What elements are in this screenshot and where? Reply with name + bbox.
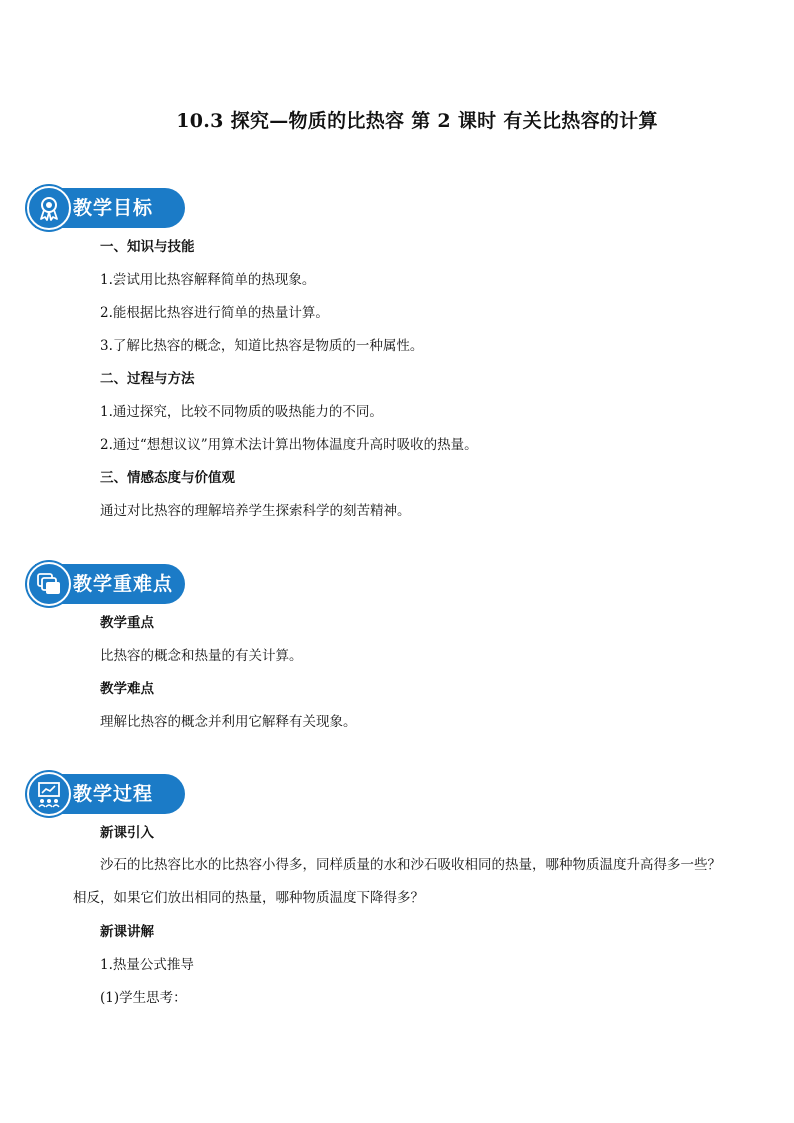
list-item: 1.尝试用比热容解释简单的热现象。 [100,272,316,288]
heading-attitude: 三、情感态度与价值观 [100,470,235,486]
list-item: 1.通过探究，比较不同物质的吸热能力的不同。 [100,404,383,420]
list-item: 3.了解比热容的概念，知道比热容是物质的一种属性。 [100,338,424,354]
list-item: (1)学生思考： [100,990,187,1006]
heading-lecture: 新课讲解 [100,924,154,940]
heading-intro: 新课引入 [100,825,154,841]
badge-label: 教学过程 [73,783,154,805]
list-item: 比热容的概念和热量的有关计算。 [100,648,303,664]
heading-knowledge: 一、知识与技能 [100,239,195,255]
list-item: 2.能根据比热容进行简单的热量计算。 [100,305,329,321]
section-badge-keypoints [27,562,187,608]
paragraph-intro: 沙石的比热容比水的比热容小得多，同样质量的水和沙石吸收相同的热量，哪种物质温度升高得多一些？相反，如果它们放出相同的热量，哪种物质温度下降得多？ [73,857,721,906]
heading-process-method: 二、过程与方法 [100,371,195,387]
list-item: 2.通过“想想议议”用算术法计算出物体温度升高时吸收的热量。 [100,437,478,453]
award-icon [27,186,71,230]
list-item: 通过对比热容的理解培养学生探索科学的刻苦精神。 [100,503,411,519]
section-badge-objectives [27,186,187,232]
presentation-icon [27,772,71,816]
folders-icon [27,562,71,606]
heading-key-point: 教学重点 [100,615,154,631]
list-item: 1.热量公式推导 [100,957,194,973]
list-item: 理解比热容的概念并利用它解释有关现象。 [100,714,357,730]
document-title: 10.3 探究—物质的比热容 第 2 课时 有关比热容的计算 [176,110,658,132]
heading-difficulty: 教学难点 [100,681,154,697]
badge-label: 教学目标 [73,197,154,219]
badge-label: 教学重难点 [73,573,174,595]
section-badge-process [27,772,187,818]
